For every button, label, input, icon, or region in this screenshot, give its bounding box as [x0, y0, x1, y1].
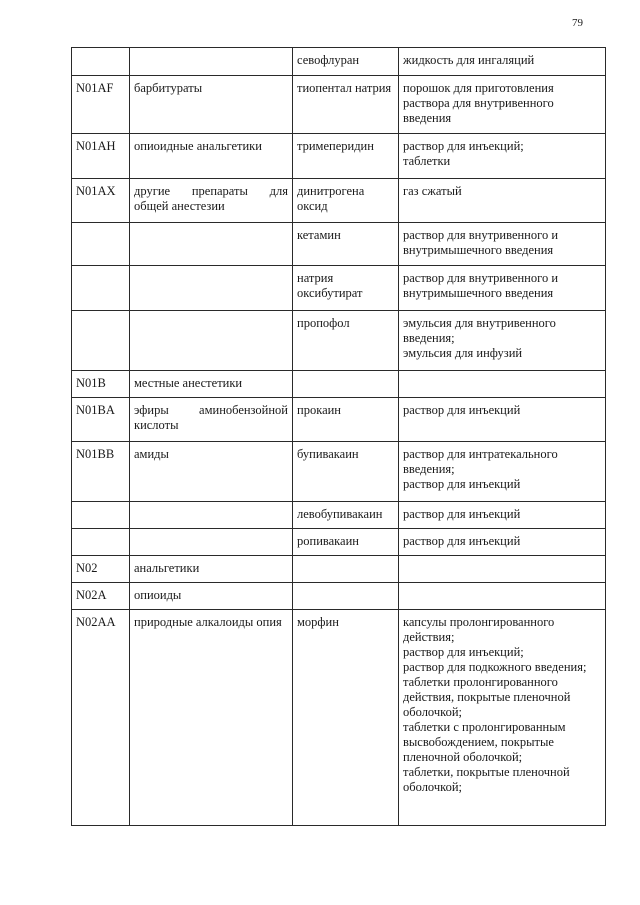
- atc-code-cell: N01AF: [72, 76, 130, 134]
- dosage-form-cell: раствор для инъекций: [399, 398, 606, 442]
- atc-code-cell: N02A: [72, 583, 130, 610]
- group-name-cell: [130, 223, 293, 266]
- group-name-cell: [130, 266, 293, 311]
- drug-name-cell: пропофол: [293, 311, 399, 371]
- atc-code-cell: N02: [72, 556, 130, 583]
- dosage-form-cell: эмульсия для внутривенного введения; эмульсия для инфузий: [399, 311, 606, 371]
- drug-name-cell: бупивакаин: [293, 442, 399, 502]
- drug-name-cell: динитрогена оксид: [293, 179, 399, 223]
- group-name-cell: [130, 48, 293, 76]
- atc-code-cell: N01BA: [72, 398, 130, 442]
- group-name-cell: эфиры аминобензойной кислоты: [130, 398, 293, 442]
- dosage-form-cell: порошок для приготовления раствора для внутривенного введения: [399, 76, 606, 134]
- dosage-form-cell: раствор для инъекций: [399, 502, 606, 529]
- dosage-form-cell: раствор для внутривенного и внутримышечного введения: [399, 266, 606, 311]
- dosage-form-cell: раствор для внутривенного и внутримышечного введения: [399, 223, 606, 266]
- group-name-cell: [130, 311, 293, 371]
- atc-code-cell: N01AH: [72, 134, 130, 179]
- table-row: [72, 529, 606, 556]
- group-name-cell: [130, 529, 293, 556]
- group-name-cell: другие препараты для общей анестезии: [130, 179, 293, 223]
- table-row: [72, 76, 606, 134]
- drug-name-cell: севофлуран: [293, 48, 399, 76]
- dosage-form-cell: [399, 371, 606, 398]
- group-name-cell: барбитураты: [130, 76, 293, 134]
- drug-table: [71, 47, 606, 826]
- table-row: [72, 311, 606, 371]
- dosage-form-cell: раствор для интратекального введения; раствор для инъекций: [399, 442, 606, 502]
- table-row: [72, 223, 606, 266]
- table-row: [72, 48, 606, 76]
- table-row: [72, 556, 606, 583]
- table-row: [72, 442, 606, 502]
- drug-name-cell: тримеперидин: [293, 134, 399, 179]
- drug-name-cell: кетамин: [293, 223, 399, 266]
- dosage-form-cell: раствор для инъекций; таблетки: [399, 134, 606, 179]
- drug-name-cell: натрия оксибутират: [293, 266, 399, 311]
- dosage-form-cell: [399, 583, 606, 610]
- atc-code-cell: N02AA: [72, 610, 130, 826]
- atc-code-cell: [72, 311, 130, 371]
- drug-name-cell: морфин: [293, 610, 399, 826]
- table-row: [72, 134, 606, 179]
- atc-code-cell: [72, 48, 130, 76]
- drug-name-cell: тиопентал натрия: [293, 76, 399, 134]
- drug-name-cell: прокаин: [293, 398, 399, 442]
- group-name-cell: анальгетики: [130, 556, 293, 583]
- group-name-cell: амиды: [130, 442, 293, 502]
- group-name-cell: опиоиды: [130, 583, 293, 610]
- atc-code-cell: [72, 223, 130, 266]
- atc-code-cell: [72, 502, 130, 529]
- table-row: [72, 502, 606, 529]
- atc-code-cell: [72, 266, 130, 311]
- dosage-form-cell: капсулы пролонгированного действия; раствор для инъекций; раствор для подкожного введения; таблетки пролонгированного действия, покрытые пленочной оболочкой; таблетки с пролонгированным высвобождением, покрытые пленочной оболочкой; таблетки, покрытые пленочной оболочкой;: [399, 610, 606, 826]
- table-row: [72, 371, 606, 398]
- drug-name-cell: [293, 583, 399, 610]
- drug-name-cell: ропивакаин: [293, 529, 399, 556]
- group-name-cell: природные алкалоиды опия: [130, 610, 293, 826]
- group-name-cell: местные анестетики: [130, 371, 293, 398]
- dosage-form-cell: раствор для инъекций: [399, 529, 606, 556]
- atc-code-cell: [72, 529, 130, 556]
- page-number: 79: [572, 17, 583, 29]
- table-row: [72, 610, 606, 826]
- dosage-form-cell: жидкость для ингаляций: [399, 48, 606, 76]
- table-row: [72, 266, 606, 311]
- dosage-form-cell: [399, 556, 606, 583]
- table-row: [72, 179, 606, 223]
- table-row: [72, 583, 606, 610]
- drug-table-body: [72, 48, 606, 826]
- drug-name-cell: [293, 371, 399, 398]
- drug-name-cell: левобупивакаин: [293, 502, 399, 529]
- group-name-cell: опиоидные анальгетики: [130, 134, 293, 179]
- atc-code-cell: N01BB: [72, 442, 130, 502]
- atc-code-cell: N01AX: [72, 179, 130, 223]
- drug-name-cell: [293, 556, 399, 583]
- dosage-form-cell: газ сжатый: [399, 179, 606, 223]
- table-row: [72, 398, 606, 442]
- group-name-cell: [130, 502, 293, 529]
- atc-code-cell: N01B: [72, 371, 130, 398]
